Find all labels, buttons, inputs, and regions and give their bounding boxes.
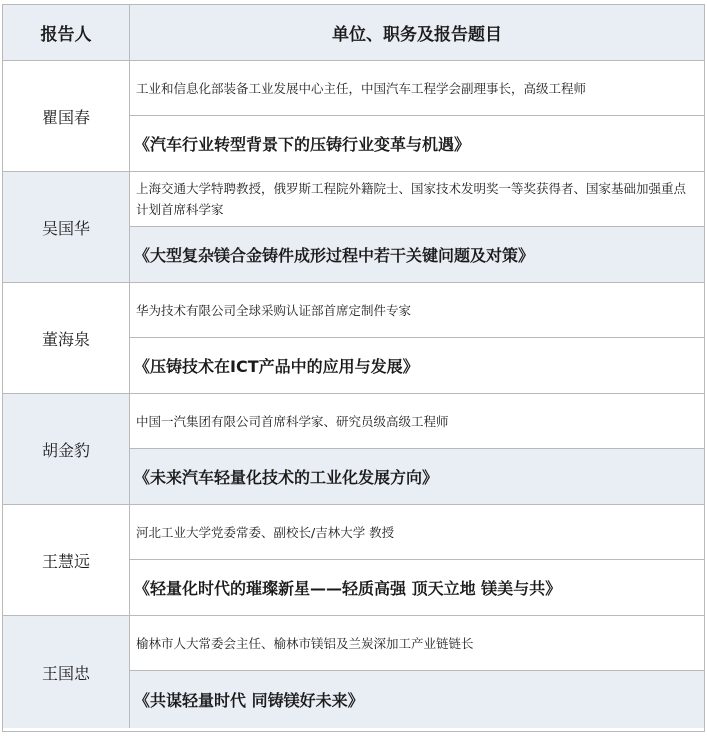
speaker-name: 吴国华	[3, 172, 130, 282]
speaker-affiliation: 中国一汽集团有限公司首席科学家、研究员级高级工程师	[130, 394, 704, 449]
report-title: 《共谋轻量时代 同铸镁好未来》	[130, 671, 704, 728]
speaker-detail	[130, 616, 704, 728]
table-row	[3, 394, 704, 505]
speaker-name: 王慧远	[3, 505, 130, 615]
report-title: 《未来汽车轻量化技术的工业化发展方向》	[130, 449, 704, 504]
speaker-affiliation: 上海交通大学特聘教授，俄罗斯工程院外籍院士、国家技术发明奖一等奖获得者、国家基础加强重点计划首席科学家	[130, 172, 704, 227]
speaker-table	[2, 4, 705, 732]
speaker-detail	[130, 394, 704, 504]
speaker-detail	[130, 283, 704, 393]
report-title: 《轻量化时代的璀璨新星——轻质高强 顶天立地 镁美与共》	[134, 579, 562, 598]
report-title: 《压铸技术在ICT产品中的应用与发展》	[134, 357, 419, 376]
speaker-affiliation: 华为技术有限公司全球采购认证部首席定制件专家	[130, 283, 704, 338]
speaker-affiliation: 工业和信息化部装备工业发展中心主任，中国汽车工程学会副理事长，高级工程师	[130, 61, 704, 116]
table-row	[3, 172, 704, 283]
speaker-detail	[130, 61, 704, 171]
speaker-affiliation: 河北工业大学党委常委、副校长/吉林大学 教授	[130, 505, 704, 560]
speaker-detail	[130, 172, 704, 282]
speaker-name: 胡金豹	[3, 394, 130, 504]
speaker-affiliation: 榆林市人大常委会主任、榆林市镁铝及兰炭深加工产业链链长	[130, 616, 704, 671]
table-row	[3, 283, 704, 394]
table-row	[3, 505, 704, 616]
table-row	[3, 61, 704, 172]
header-reporter: 报告人	[3, 5, 130, 60]
header-detail: 单位、职务及报告题目	[332, 25, 502, 45]
speaker-name: 王国忠	[3, 616, 130, 728]
table-header	[3, 5, 704, 61]
report-title: 《大型复杂镁合金铸件成形过程中若干关键问题及对策》	[130, 227, 704, 282]
table-row	[3, 616, 704, 728]
speaker-name: 瞿国春	[3, 61, 130, 171]
speaker-name: 董海泉	[3, 283, 130, 393]
speaker-detail	[130, 505, 704, 615]
report-title: 《汽车行业转型背景下的压铸行业变革与机遇》	[134, 135, 471, 154]
